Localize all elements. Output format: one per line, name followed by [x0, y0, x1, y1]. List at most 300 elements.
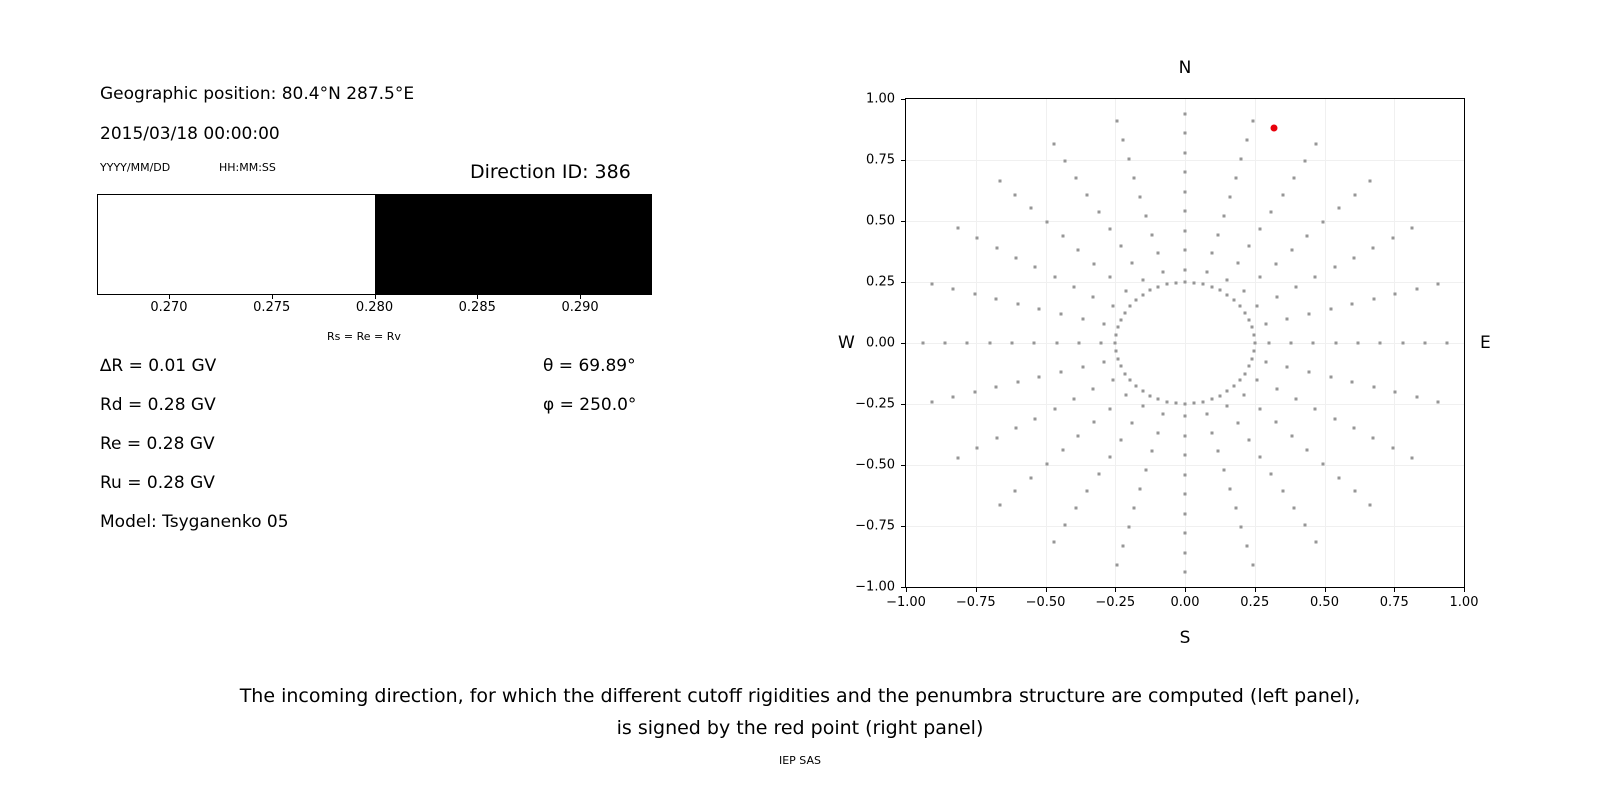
sky-direction-dot [1116, 326, 1119, 329]
x-tick-label: 1.00 [1449, 595, 1479, 610]
x-tick-mark [1115, 588, 1116, 592]
sky-direction-dot [1353, 256, 1356, 259]
sky-direction-dot [1248, 365, 1251, 368]
sky-direction-dot [1210, 285, 1213, 288]
time-format-label: HH:MM:SS [219, 161, 276, 174]
sky-direction-dot [1055, 342, 1058, 345]
east-label: E [1480, 333, 1491, 353]
x-tick-mark [1394, 588, 1395, 592]
sky-direction-dot [1130, 422, 1133, 425]
sky-direction-dot [1093, 421, 1096, 424]
sky-direction-dot [1315, 540, 1318, 543]
sky-direction-dot [1097, 210, 1100, 213]
sky-direction-dot [1353, 490, 1356, 493]
sky-direction-dot [1243, 393, 1246, 396]
sky-direction-dot [1123, 311, 1126, 314]
sky-direction-dot [995, 246, 998, 249]
y-tick-label: −0.50 [855, 457, 895, 473]
sky-direction-dot [976, 446, 979, 449]
sky-direction-dot [1053, 407, 1056, 410]
x-tick-mark [1185, 588, 1186, 592]
sky-direction-dot [1281, 194, 1284, 197]
sky-direction-dot [1290, 248, 1293, 251]
sky-direction-dot [1244, 372, 1247, 375]
sky-direction-dot [1356, 342, 1359, 345]
sky-direction-dot [1205, 271, 1208, 274]
sky-direction-dot [930, 401, 933, 404]
penumbra-band-chart [97, 194, 652, 295]
sky-direction-dot [995, 437, 998, 440]
sky-direction-dot [1127, 525, 1130, 528]
sky-direction-dot [976, 237, 979, 240]
sky-direction-dot [1258, 276, 1261, 279]
sky-direction-dot [1108, 227, 1111, 230]
sky-direction-dot [1052, 540, 1055, 543]
sky-direction-dot [1292, 506, 1295, 509]
sky-direction-dot [1184, 493, 1187, 496]
sky-direction-dot [1239, 379, 1242, 382]
sky-direction-dot [1156, 431, 1159, 434]
sky-direction-dot [1030, 476, 1033, 479]
sky-direction-dot [1060, 371, 1063, 374]
sky-direction-dot [1157, 398, 1160, 401]
y-tick-mark [901, 221, 905, 222]
gridline-horizontal [906, 526, 1464, 527]
sky-direction-dot [1222, 214, 1225, 217]
penumbra-tick-label: 0.285 [458, 300, 496, 315]
sky-direction-dot [1270, 473, 1273, 476]
y-tick-mark [901, 282, 905, 283]
sky-direction-dot [1312, 342, 1315, 345]
sky-direction-dot [1205, 412, 1208, 415]
y-tick-label: −0.25 [855, 396, 895, 412]
penumbra-tick [375, 295, 376, 299]
y-tick-mark [901, 587, 905, 588]
sky-direction-dot [1184, 403, 1187, 406]
y-tick-label: 1.00 [866, 91, 895, 107]
sky-direction-dot [1111, 378, 1114, 381]
sky-direction-dot [1184, 190, 1187, 193]
sky-direction-dot [1111, 305, 1114, 308]
x-tick-mark [1046, 588, 1047, 592]
sky-direction-dot [995, 386, 998, 389]
theta-value: θ = 69.89° [543, 356, 636, 376]
sky-direction-dot [1061, 235, 1064, 238]
sky-direction-dot [1034, 266, 1037, 269]
sky-direction-dot [1038, 307, 1041, 310]
penumbra-segment-forbidden [375, 195, 652, 294]
sky-direction-dot [1218, 394, 1221, 397]
sky-direction-dot [1372, 297, 1375, 300]
sky-direction-dot [1150, 233, 1153, 236]
sky-direction-dot [1437, 282, 1440, 285]
sky-direction-dot [1307, 312, 1310, 315]
sky-direction-dot [1334, 342, 1337, 345]
penumbra-band-segments [98, 195, 651, 294]
sky-direction-dot [1437, 401, 1440, 404]
sky-direction-dot [1369, 504, 1372, 507]
sky-direction-dot [1149, 394, 1152, 397]
sky-direction-dot [1329, 376, 1332, 379]
sky-direction-dot [1394, 391, 1397, 394]
sky-direction-dot [1077, 342, 1080, 345]
sky-direction-dot [1184, 551, 1187, 554]
penumbra-tick-label: 0.275 [253, 300, 291, 315]
sky-direction-dot [1259, 456, 1262, 459]
sky-direction-dot [1246, 139, 1249, 142]
sky-direction-dot [1123, 372, 1126, 375]
sky-direction-dot [1391, 237, 1394, 240]
sky-direction-dot [1251, 326, 1254, 329]
sky-direction-dot [1314, 407, 1317, 410]
y-tick-mark [901, 465, 905, 466]
sky-direction-dot [1333, 417, 1336, 420]
penumbra-tick-label: 0.290 [561, 300, 599, 315]
south-label: S [1179, 628, 1191, 648]
sky-direction-dot [1061, 448, 1064, 451]
sky-direction-dot [1016, 302, 1019, 305]
sky-direction-dot [1045, 221, 1048, 224]
sky-direction-dot [1248, 439, 1251, 442]
sky-direction-dot [1174, 281, 1177, 284]
sky-direction-dot [1274, 421, 1277, 424]
sky-direction-dot [1253, 334, 1256, 337]
sky-direction-dot [930, 282, 933, 285]
gridline-horizontal [906, 465, 1464, 466]
sky-direction-dot [1141, 293, 1144, 296]
y-tick-mark [901, 99, 905, 100]
sky-direction-dot [1251, 120, 1254, 123]
sky-direction-dot [1081, 365, 1084, 368]
delta-r-value: ∆R = 0.01 GV [100, 356, 217, 376]
sky-direction-dot [1014, 256, 1017, 259]
sky-direction-dot [1372, 437, 1375, 440]
sky-direction-dot [1130, 261, 1133, 264]
sky-direction-dot [1290, 435, 1293, 438]
x-tick-label: 0.25 [1240, 595, 1270, 610]
sky-direction-dot [1233, 385, 1236, 388]
x-tick-label: 0.75 [1379, 595, 1409, 610]
sky-direction-dot [1109, 407, 1112, 410]
sky-direction-dot [1306, 448, 1309, 451]
sky-direction-dot [1142, 278, 1145, 281]
sky-direction-dot [1133, 177, 1136, 180]
y-tick-label: 0.75 [866, 152, 895, 168]
sky-direction-dot [1145, 214, 1148, 217]
ru-value: Ru = 0.28 GV [100, 473, 215, 493]
sky-direction-dot [1202, 400, 1205, 403]
sky-direction-dot [1184, 132, 1187, 135]
sky-direction-dot [966, 342, 969, 345]
sky-direction-dot [1193, 402, 1196, 405]
sky-direction-dot [1281, 489, 1284, 492]
sky-direction-dot [1086, 489, 1089, 492]
sky-direction-dot [1226, 390, 1229, 393]
sky-direction-dot [1141, 390, 1144, 393]
penumbra-tick-label: 0.280 [355, 300, 394, 315]
sky-direction-dot [1103, 323, 1106, 326]
sky-direction-dot [1034, 417, 1037, 420]
sky-direction-dot [1228, 195, 1231, 198]
penumbra-tick [169, 295, 170, 299]
y-tick-label: 0.50 [866, 213, 895, 229]
phi-value: φ = 250.0° [543, 395, 637, 415]
sky-direction-dot [1016, 381, 1019, 384]
sky-direction-dot [1240, 158, 1243, 161]
sky-direction-dot [1295, 285, 1298, 288]
sky-direction-dot [1202, 283, 1205, 286]
sky-direction-dot [952, 287, 955, 290]
sky-direction-dot [1119, 365, 1122, 368]
geographic-position-label: Geographic position: 80.4°N 287.5°E [100, 84, 415, 104]
sky-direction-dot [1184, 171, 1187, 174]
sky-direction-dot [1092, 388, 1095, 391]
sky-direction-dot [1184, 473, 1187, 476]
y-tick-mark [901, 343, 905, 344]
sky-direction-dot [1124, 290, 1127, 293]
sky-direction-dot [1128, 379, 1131, 382]
sky-direction-dot [1253, 349, 1256, 352]
sky-direction-dot [1210, 398, 1213, 401]
sky-direction-dot [1014, 427, 1017, 430]
caption-line-2: is signed by the red point (right panel) [616, 717, 984, 739]
sky-direction-dot [1225, 278, 1228, 281]
sky-direction-dot [1060, 312, 1063, 315]
sky-direction-dot [998, 504, 1001, 507]
y-tick-label: 0.25 [866, 274, 895, 290]
sky-direction-dot [1014, 193, 1017, 196]
sky-direction-dot [1218, 289, 1221, 292]
y-tick-mark [901, 160, 905, 161]
sky-direction-dot [1193, 281, 1196, 284]
sky-direction-dot [1228, 488, 1231, 491]
sky-direction-dot [1256, 378, 1259, 381]
sky-direction-dot [1075, 177, 1078, 180]
sky-direction-dot [1142, 405, 1145, 408]
y-tick-mark [901, 526, 905, 527]
sky-direction-dot [1108, 456, 1111, 459]
sky-direction-dot [1401, 342, 1404, 345]
sky-direction-dot [1014, 490, 1017, 493]
sky-direction-dot [1290, 342, 1293, 345]
sky-direction-dot [1248, 318, 1251, 321]
sky-direction-dot [1072, 285, 1075, 288]
sky-direction-dot [921, 342, 924, 345]
sky-direction-dot [1145, 469, 1148, 472]
sky-direction-dot [1251, 563, 1254, 566]
sky-direction-dot [1372, 246, 1375, 249]
x-tick-label: 0.00 [1170, 595, 1200, 610]
sky-direction-dot [1127, 158, 1130, 161]
sky-direction-dot [1415, 287, 1418, 290]
sky-direction-dot [1337, 476, 1340, 479]
sky-direction-dot [1184, 112, 1187, 115]
sky-direction-dot [1184, 454, 1187, 457]
sky-direction-dot [1081, 318, 1084, 321]
sky-direction-dot [1295, 398, 1298, 401]
sky-direction-dot [1244, 311, 1247, 314]
x-tick-label: 0.50 [1310, 595, 1339, 610]
sky-direction-dot [1139, 195, 1142, 198]
sky-direction-dot [1322, 221, 1325, 224]
caption-line-1: The incoming direction, for which the different cutoff rigidities and the penumbra structure are computed (left panel), [239, 685, 1361, 707]
sky-direction-dot [1275, 295, 1278, 298]
sky-direction-dot [1174, 402, 1177, 405]
x-tick-mark [976, 588, 977, 592]
sky-direction-dot [1211, 431, 1214, 434]
penumbra-tick [580, 295, 581, 299]
sky-direction-dot [1165, 400, 1168, 403]
sky-direction-dot [1303, 523, 1306, 526]
sky-direction-dot [1184, 210, 1187, 213]
sky-direction-dot [1379, 342, 1382, 345]
rd-value: Rd = 0.28 GV [100, 395, 216, 415]
sky-direction-dot [1097, 473, 1100, 476]
sky-direction-dot [1394, 292, 1397, 295]
sky-direction-dot [1411, 456, 1414, 459]
sky-direction-dot [1184, 434, 1187, 437]
sky-direction-dot [1033, 342, 1036, 345]
sky-direction-dot [1303, 160, 1306, 163]
sky-direction-dot [1243, 290, 1246, 293]
sky-direction-dot [1264, 323, 1267, 326]
sky-direction-dot [1234, 506, 1237, 509]
sky-direction-dot [1134, 298, 1137, 301]
datetime-label: 2015/03/18 00:00:00 [100, 124, 280, 144]
penumbra-tick [272, 295, 273, 299]
sky-direction-dot [1184, 571, 1187, 574]
x-tick-mark [1325, 588, 1326, 592]
sky-direction-dot [1211, 252, 1214, 255]
sky-direction-dot [1239, 304, 1242, 307]
sky-direction-dot [1337, 207, 1340, 210]
selected-direction-point[interactable] [1271, 125, 1278, 132]
sky-direction-dot [1259, 227, 1262, 230]
sky-direction-dot [1225, 405, 1228, 408]
sky-direction-dot [1011, 342, 1014, 345]
sky-direction-dot [1258, 407, 1261, 410]
sky-direction-dot [1372, 386, 1375, 389]
sky-direction-dot [1184, 512, 1187, 515]
sky-direction-dot [1226, 293, 1229, 296]
gridline-horizontal [906, 221, 1464, 222]
sky-direction-dot [1184, 268, 1187, 271]
sky-direction-dot [1119, 439, 1122, 442]
sky-direction-dot [1116, 563, 1119, 566]
sky-direction-dot [1251, 357, 1254, 360]
sky-map-panel [820, 40, 1540, 660]
x-tick-mark [1255, 588, 1256, 592]
sky-direction-dot [1286, 365, 1289, 368]
sky-direction-dot [1314, 276, 1317, 279]
sky-direction-dot [1053, 276, 1056, 279]
sky-direction-dot [973, 391, 976, 394]
sky-direction-dot [1139, 488, 1142, 491]
sky-direction-dot [1157, 285, 1160, 288]
sky-direction-dot [1423, 342, 1426, 345]
x-tick-mark [1464, 588, 1465, 592]
sky-direction-dot [1116, 120, 1119, 123]
sky-direction-dot [1030, 207, 1033, 210]
sky-direction-dot [1246, 544, 1249, 547]
sky-direction-dot [1322, 462, 1325, 465]
sky-direction-dot [1315, 143, 1318, 146]
sky-direction-dot [956, 456, 959, 459]
y-tick-label: −1.00 [855, 579, 895, 595]
x-tick-label: −0.25 [1095, 595, 1136, 610]
sky-direction-dot [1411, 227, 1414, 230]
sky-direction-dot [1369, 179, 1372, 182]
direction-id-label: Direction ID: 386 [470, 161, 631, 183]
footer-credit: IEP SAS [778, 754, 822, 767]
sky-direction-dot [1184, 281, 1187, 284]
sky-direction-dot [1237, 422, 1240, 425]
sky-direction-dot [1353, 193, 1356, 196]
sky-direction-dot [1077, 248, 1080, 251]
sky-direction-dot [1307, 371, 1310, 374]
sky-direction-dot [1184, 532, 1187, 535]
penumbra-segment-allowed [98, 195, 375, 294]
model-value: Model: Tsyganenko 05 [100, 512, 289, 532]
sky-direction-dot [1162, 412, 1165, 415]
x-tick-label: −0.75 [955, 595, 996, 610]
sky-direction-dot [1064, 160, 1067, 163]
left-panel [0, 0, 760, 660]
sky-direction-dot [1217, 450, 1220, 453]
sky-direction-dot [1086, 194, 1089, 197]
sky-direction-dot [1351, 381, 1354, 384]
penumbra-tick [477, 295, 478, 299]
sky-direction-dot [1446, 342, 1449, 345]
sky-direction-dot [1109, 276, 1112, 279]
sky-direction-dot [1156, 252, 1159, 255]
sky-direction-dot [1353, 427, 1356, 430]
sky-direction-dot [1052, 143, 1055, 146]
y-tick-mark [901, 404, 905, 405]
sky-direction-dot [1045, 462, 1048, 465]
y-tick-label: −0.75 [855, 518, 895, 534]
sky-direction-dot [1256, 305, 1259, 308]
sky-direction-dot [1038, 376, 1041, 379]
sky-direction-dot [1222, 469, 1225, 472]
sky-direction-dot [973, 292, 976, 295]
sky-direction-dot [1184, 151, 1187, 154]
sky-direction-dot [1415, 396, 1418, 399]
sky-direction-dot [952, 396, 955, 399]
sky-direction-dot [1092, 295, 1095, 298]
sky-direction-dot [1077, 435, 1080, 438]
sky-direction-dot [1306, 235, 1309, 238]
sky-direction-dot [1329, 307, 1332, 310]
sky-direction-dot [1150, 450, 1153, 453]
sky-direction-dot [1093, 262, 1096, 265]
sky-direction-dot [1292, 177, 1295, 180]
sky-direction-dot [1162, 271, 1165, 274]
x-tick-mark [906, 588, 907, 592]
sky-direction-dot [1064, 523, 1067, 526]
sky-direction-dot [1270, 210, 1273, 213]
sky-direction-dot [1133, 506, 1136, 509]
figure-caption [0, 680, 1600, 744]
sky-direction-dot [1248, 244, 1251, 247]
sky-direction-dot [1275, 388, 1278, 391]
sky-direction-dot [1233, 298, 1236, 301]
sky-direction-dot [1184, 415, 1187, 418]
sky-direction-dot [1184, 249, 1187, 252]
sky-direction-dot [1114, 334, 1117, 337]
penumbra-tick-label: 0.270 [150, 300, 188, 315]
sky-direction-dot [1274, 262, 1277, 265]
